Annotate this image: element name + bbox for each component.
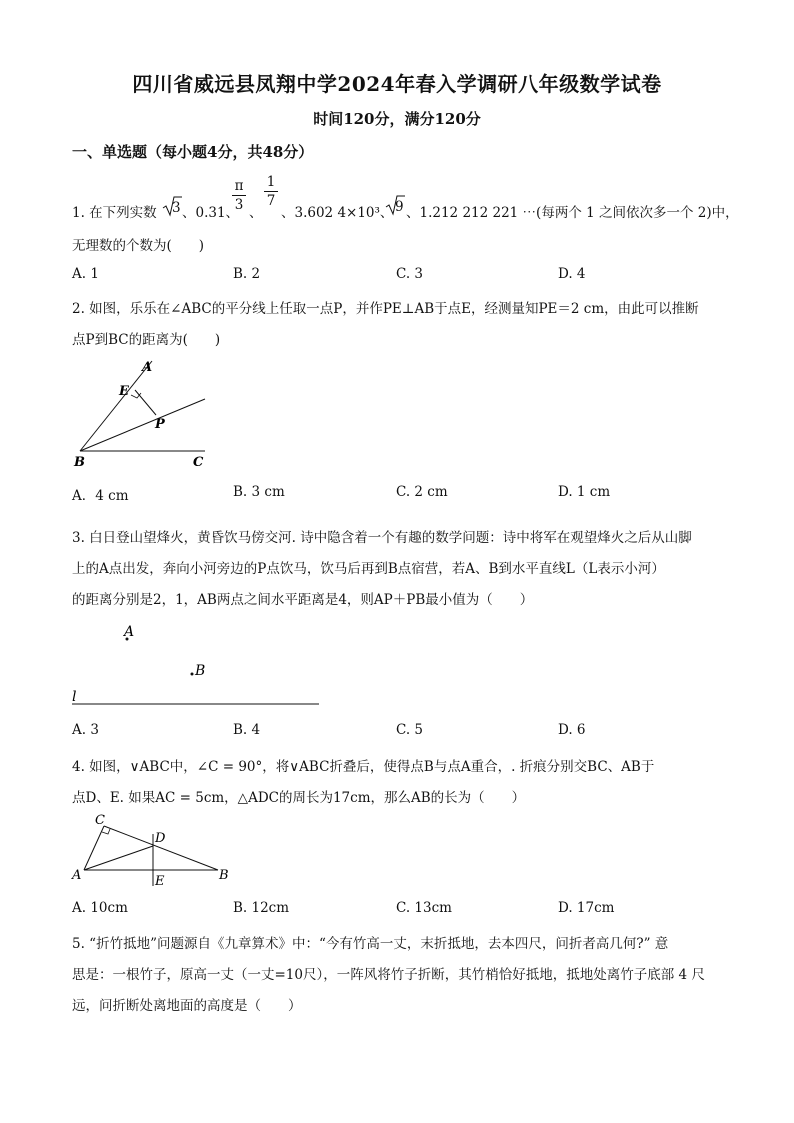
q3-label-b: B <box>195 663 206 679</box>
q2-label-a: A <box>142 360 153 375</box>
q3-figure <box>64 618 324 710</box>
q1-option-b: B. 2 <box>233 266 261 282</box>
q4-option-a: A. 10cm <box>72 900 128 916</box>
q5-line2: 思是：一根竹子，原高一丈（一丈=10尺），一阵风将竹子折断，其竹梢恰好抵地，抵地处离竹子底部 4 尺 <box>72 967 705 983</box>
q4-option-b: B. 12cm <box>233 900 290 916</box>
q1-option-d: D. 4 <box>558 266 586 282</box>
exam-subtitle: 时间120分，满分120分 <box>313 110 481 128</box>
q3-line3: 的距离分别是2，1，AB两点之间水平距离是4，则AP＋PB最小值为（ ） <box>72 592 534 608</box>
q4-line1: 4. 如图，∨ABC中，∠C = 90°，将∨ABC折叠后，使得点B与点A重合，. 折痕分别交BC、AB于 <box>72 759 655 775</box>
q4-line2: 点D、E. 如果AC = 5cm，△ADC的周长为17cm，那么AB的长为（ ） <box>72 790 526 806</box>
q2-option-b: B. 3 cm <box>233 484 285 500</box>
q1-sep1: 、0.31、 <box>182 205 240 221</box>
q2-label-c: C <box>193 455 204 470</box>
q3-line2: 上的A点出发，奔向小河旁边的P点饮马，饮马后再到B点宿营，若A、B到水平直线L（L表示小河） <box>72 561 665 577</box>
q1-sqrt9-radicand: 9 <box>395 199 404 215</box>
q2-option-d: D. 1 cm <box>558 484 611 500</box>
q1-frac-denominator: 7 <box>266 193 276 209</box>
q1-option-c: C. 3 <box>396 266 424 282</box>
q3-option-b: B. 4 <box>233 722 261 738</box>
q3-option-c: C. 5 <box>396 722 424 738</box>
exam-title: 四川省威远县凤翔中学2024年春入学调研八年级数学试卷 <box>132 72 662 96</box>
q1-sep2: 、 <box>249 205 263 221</box>
q1-fraction-1-7 <box>264 174 278 209</box>
q2-option-a: A．4 cm <box>72 488 129 504</box>
q1-option-a: A. 1 <box>72 266 99 282</box>
q4-label-a: A <box>72 868 82 883</box>
q4-label-b: B <box>219 868 229 883</box>
q3-option-d: D. 6 <box>558 722 586 738</box>
q1-sep3: 、3.602 4×10³、 <box>281 205 394 221</box>
q4-label-e: E <box>155 874 165 889</box>
q3-label-l: l <box>72 689 77 705</box>
q4-figure <box>66 808 246 890</box>
q2-option-c: C. 2 cm <box>396 484 448 500</box>
q2-label-b: B <box>74 455 85 470</box>
q1-pi-numerator: π <box>234 178 244 194</box>
q2-line1: 2. 如图，乐乐在∠ABC的平分线上任取一点P，并作PE⊥AB于点E，经测量知PE＝2 cm，由此可以推断 <box>72 301 699 317</box>
q2-label-p: P <box>155 417 165 432</box>
q1-pi-denominator: 3 <box>234 197 244 213</box>
q2-label-e: E <box>119 384 129 399</box>
q3-line1: 3. 白日登山望烽火，黄昏饮马傍交河. 诗中隐含着一个有趣的数学问题：诗中将军在观望烽火之后从山脚 <box>72 530 692 546</box>
q1-fraction-pi-3 <box>232 178 246 213</box>
q2-figure <box>60 355 220 473</box>
q3-option-a: A. 3 <box>72 722 99 738</box>
q3-label-a: A <box>124 624 135 640</box>
q5-line1: 5. “折竹抵地”问题源自《九章算术》中：“今有竹高一丈，末折抵地，去本四尺，问折者高几何?” 意 <box>72 936 669 952</box>
q2-line2: 点P到BC的距离为( ) <box>72 332 221 348</box>
q5-line3: 远，问折断处离地面的高度是（ ） <box>72 998 302 1014</box>
q4-option-d: D. 17cm <box>558 900 615 916</box>
q1-sqrt3-radicand: 3 <box>172 200 181 216</box>
q1-prefix: 1. 在下列实数 <box>72 205 157 221</box>
q1-line2: 无理数的个数为( ) <box>72 238 205 254</box>
q1-frac-numerator: 1 <box>266 174 276 190</box>
q1-suffix: 、1.212 212 221 ⋯(每两个 1 之间依次多一个 2)中， <box>406 205 739 221</box>
q4-label-d: D <box>155 831 166 846</box>
q4-label-c: C <box>95 813 105 828</box>
q4-option-c: C. 13cm <box>396 900 452 916</box>
section-heading: 一、单选题（每小题4分，共48分） <box>72 143 314 161</box>
